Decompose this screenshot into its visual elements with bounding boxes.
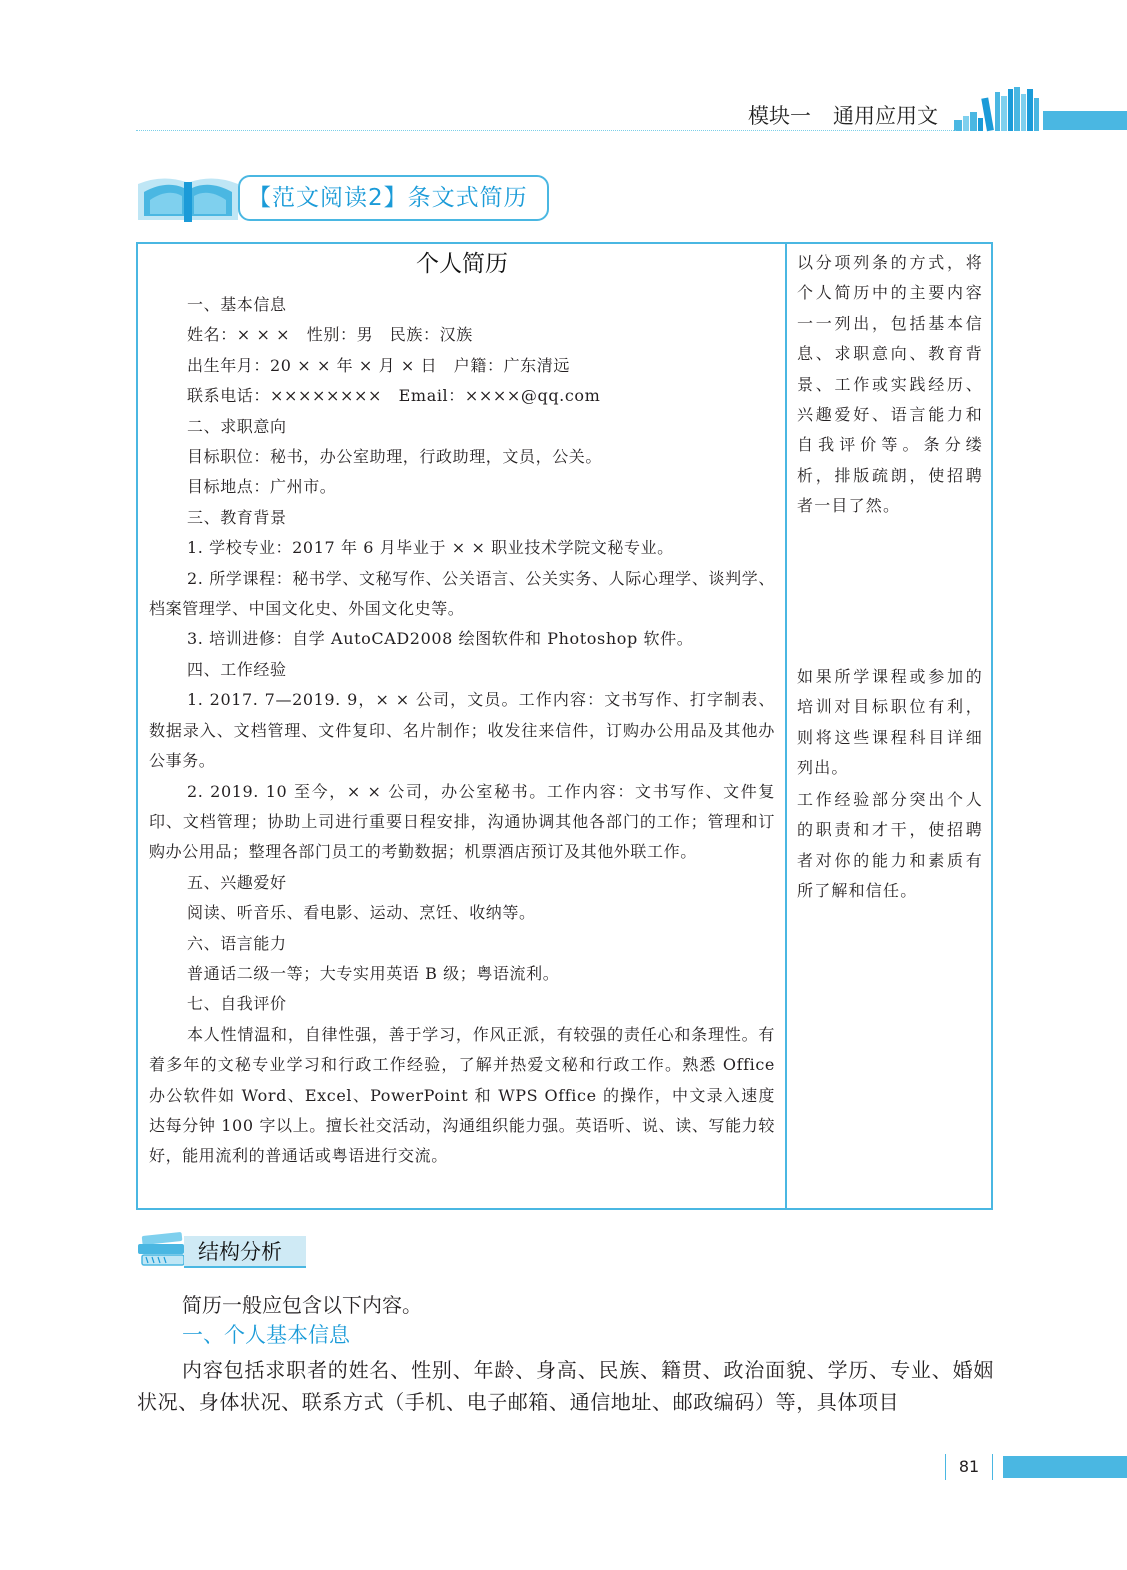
analysis-subheading: 一、个人基本信息: [182, 1323, 350, 1347]
resume-line: 联系电话：×××××××× Email：××××@qq.com: [187, 386, 601, 406]
resume-line: 1. 学校专业：2017 年 6 月毕业于 × × 职业技术学院文秘专业。: [187, 538, 674, 558]
column-divider: [785, 243, 787, 1209]
resume-line: 四、工作经验: [187, 659, 287, 679]
stacked-books-icon: [136, 1230, 190, 1272]
resume-line: 1. 2017. 7—2019. 9，× × 公司，文员。工作内容：文书写作、打字制表、数据录入、文档管理、文件复印、名片制作；收发往来信件，订购办公用品及其他办公事务。: [149, 690, 775, 771]
resume-line: 一、基本信息: [187, 295, 287, 314]
resume-line: 三、教育背景: [187, 507, 287, 527]
resume-line: 阅读、听音乐、看电影、运动、烹饪、收纳等。: [187, 903, 536, 923]
resume-line: 五、兴趣爱好: [187, 872, 287, 892]
resume-line: 目标地点：广州市。: [187, 477, 337, 497]
header-rule: [136, 130, 956, 131]
note-text: 如果所学课程或参加的培训对目标职位有利，则将这些课程科目详细列出。: [797, 667, 983, 778]
margin-note: [797, 248, 983, 522]
resume-line: 七、自我评价: [187, 994, 287, 1014]
footer-accent-bar: [1003, 1456, 1127, 1478]
analysis-badge: 结构分析: [184, 1236, 306, 1268]
resume-line: 2. 2019. 10 至今，× × 公司，办公室秘书。工作内容：文书写作、文件复印、文档管理；协助上司进行重要日程安排，沟通协调其他各部门的工作；管理和订购办公用品；整理各部门员工的考勤数据；机票酒店预订及其他外联工作。: [149, 781, 775, 862]
resume-line: 2. 所学课程：秘书学、文秘写作、公关语言、公关实务、人际心理学、谈判学、档案管理学、中国文化史、外国文化史等。: [149, 568, 775, 619]
running-header: [748, 101, 948, 131]
resume-line: 3. 培训进修：自学 AutoCAD2008 绘图软件和 Photoshop 软件。: [187, 629, 694, 649]
resume-line: 普通话二级一等；大专实用英语 B 级；粤语流利。: [187, 963, 560, 983]
resume-line: 二、求职意向: [187, 416, 287, 436]
resume-line: 本人性情温和，自律性强，善于学习，作风正派，有较强的责任心和条理性。有着多年的文秘专业学习和行政工作经验，了解并热爱文秘和行政工作。熟悉 Office 办公软件如 Word、Excel、PowerPoint 和 WPS Office 的操作，中文录入速度达每分钟 100 字以上。擅长社交活动，沟通组织能力强。英语听、说、读、写能力较好，能用流利的普通话或粤语进行交流。: [149, 1024, 775, 1166]
resume-body: [149, 290, 775, 1172]
resume-line: 姓名：× × × 性别：男 民族：汉族: [187, 325, 473, 345]
resume-title: 个人简历: [416, 251, 508, 277]
analysis-paragraph: 内容包括求职者的姓名、性别、年龄、身高、民族、籍贯、政治面貌、学历、专业、婚姻状况、身体状况、联系方式（手机、电子邮箱、通信地址、邮政编码）等，具体项目: [137, 1358, 994, 1414]
margin-note: [797, 662, 983, 784]
resume-line: 目标职位：秘书，办公室助理，行政助理，文员，公关。: [187, 447, 603, 467]
open-book-icon: [136, 170, 240, 226]
note-text: 以分项列条的方式，将个人简历中的主要内容一一列出，包括基本信息、求职意向、教育背景、工作或实践经历、兴趣爱好、语言能力和自我评价等。条分缕析，排版疏朗，使招聘者一目了然。: [797, 253, 983, 516]
margin-note: [797, 785, 983, 907]
analysis-intro: 简历一般应包含以下内容。: [182, 1293, 422, 1317]
module-label: 模块一: [748, 104, 811, 128]
section-label: 通用应用文: [833, 104, 938, 128]
section-tag: 【范文阅读2】条文式简历: [238, 175, 549, 221]
resume-line: 出生年月：20 × × 年 × 月 × 日 户籍：广东清远: [187, 355, 570, 375]
header-accent-bar: [1043, 111, 1127, 130]
page-number: 81: [945, 1454, 993, 1480]
books-icon: [954, 86, 1044, 132]
note-text: 工作经验部分突出个人的职责和才干，使招聘者对你的能力和素质有所了解和信任。: [797, 790, 983, 901]
resume-line: 六、语言能力: [187, 933, 287, 953]
